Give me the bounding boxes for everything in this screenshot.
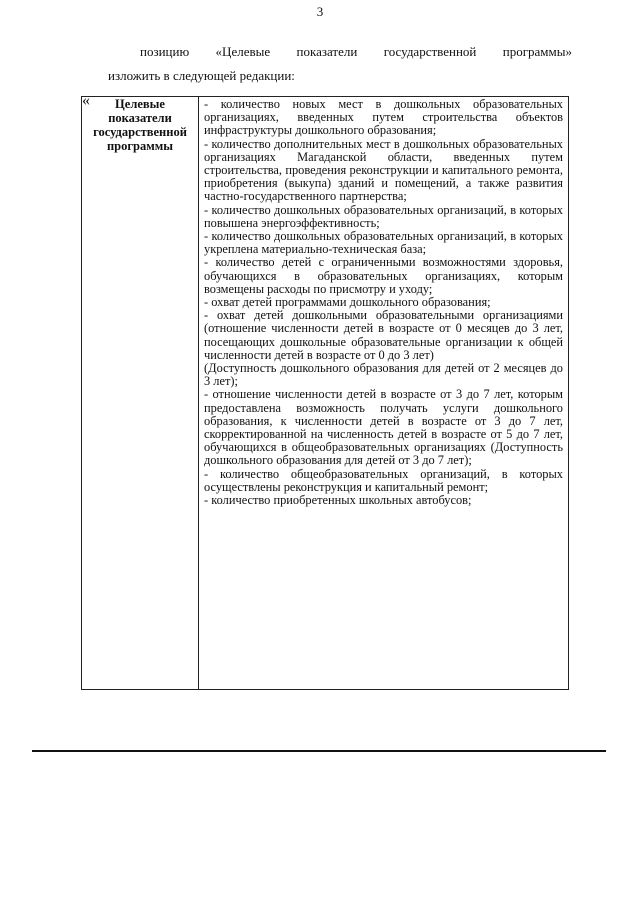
indicator-item: - количество общеобразовательных организаций, в которых осуществлены реконструкция и капитальный ремонт; <box>204 466 563 494</box>
indicator-item: - количество новых мест в дошкольных образовательных организациях, введенных путем строительства объектов инфраструктуры дошкольного образования; <box>204 97 563 138</box>
table-content-cell <box>199 97 568 689</box>
indicator-item: - количество детей с ограниченными возможностями здоровья, обучающихся в образовательных организациях, которым возмещены расходы по присмотру и уходу; <box>204 255 563 296</box>
indicator-item: - количество дошкольных образовательных организаций, в которых повышена энергоэффективность; <box>204 202 563 230</box>
indicator-item: - количество дополнительных мест в дошкольных образовательных организациях Магаданской области, введенных путем строительства, проведения реконструкции и капитального ремонта, приобретения (выкупа) зданий и помещений, а также развития частно-государственного партнерства; <box>204 136 563 204</box>
intro-text-line-2: изложить в следующей редакции: <box>108 68 295 83</box>
indicator-item: - количество дошкольных образовательных организаций, в которых укреплена материально-техническая база; <box>204 229 563 257</box>
label-line: Целевые <box>115 97 165 111</box>
indicator-item: (Доступность дошкольного образования для детей от 2 месяцев до 3 лет); <box>204 361 563 389</box>
indicator-item: - охват детей программами дошкольного образования; <box>204 295 491 310</box>
page-number: 3 <box>316 4 324 19</box>
indicator-item: - количество приобретенных школьных автобусов; <box>204 493 472 508</box>
label-line: государственной <box>93 125 187 139</box>
intro-text-line-1: позицию «Целевые показатели государственной программы» <box>140 44 572 59</box>
indicator-item: - отношение численности детей в возрасте от 3 до 7 лет, которым предоставлена возможность получать услуги дошкольного образования, к численности детей в возрасте от 3 до 7 лет, скорректированной на численность детей в возрасте от 5 до 7 лет, обучающихся в общеобразовательных организациях (Доступность дошкольного образования для детей от 3 до 7 лет); <box>204 387 563 468</box>
footer-divider <box>32 750 606 752</box>
label-line: показатели <box>108 111 172 125</box>
opening-quote-mark: « <box>82 92 90 109</box>
indicator-item: - охват детей дошкольными образовательными организациями (отношение численности детей в возрасте от 0 месяцев до 3 лет, посещающих дошкольные образовательные организации к общей численности детей в возрасте от 0 до 3 лет) <box>204 308 563 362</box>
table-label-cell <box>82 97 199 689</box>
label-line: программы <box>106 139 174 153</box>
target-indicators-table <box>81 96 569 690</box>
